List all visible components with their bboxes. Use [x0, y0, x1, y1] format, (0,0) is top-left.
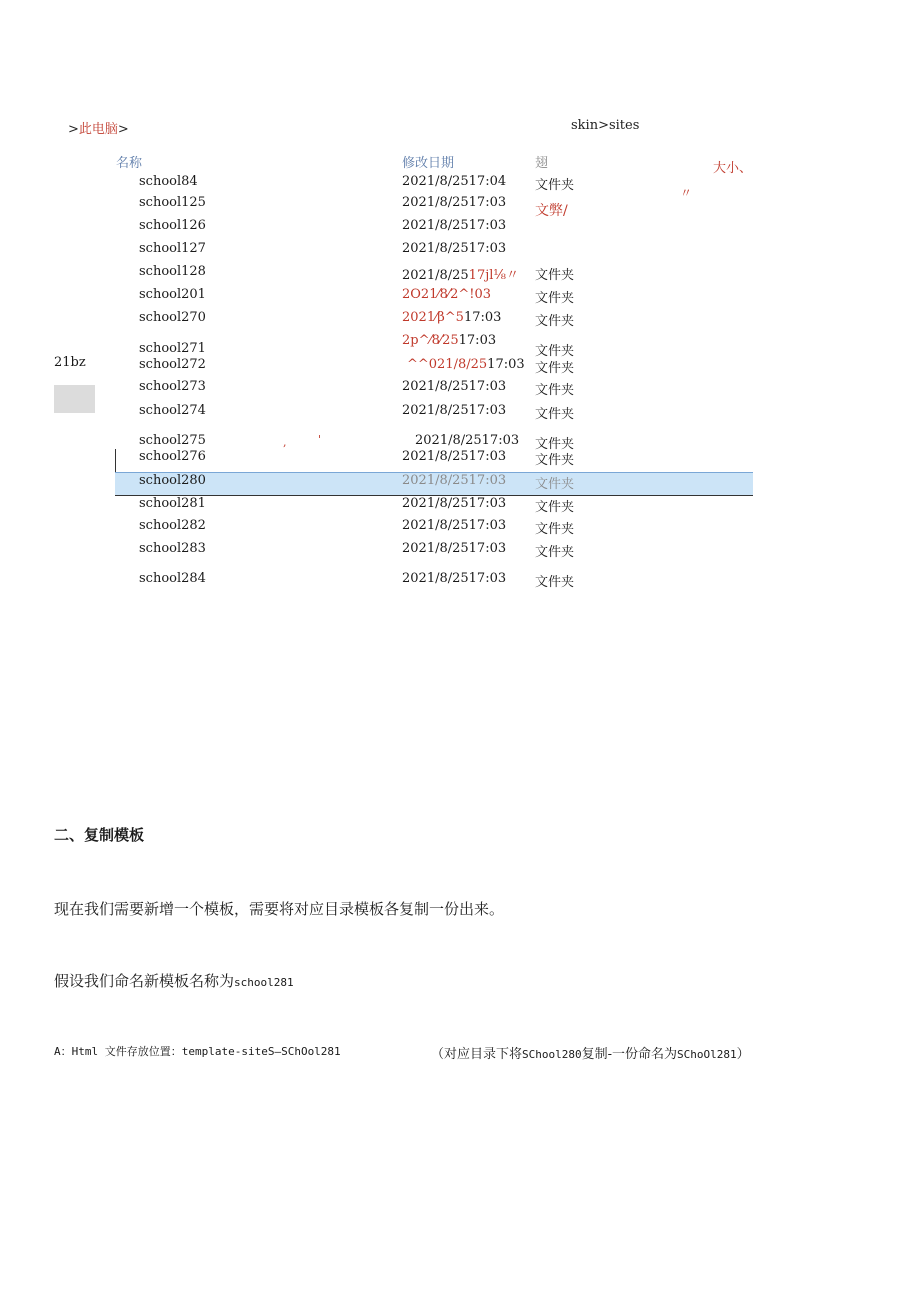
file-name: school282 — [139, 518, 206, 533]
file-row[interactable] — [0, 310, 920, 332]
file-date: 2O21⁄8⁄2^!03 — [402, 287, 492, 302]
file-type: 文件夹 — [535, 522, 575, 537]
paragraph-html-location — [54, 1043, 341, 1059]
file-type: 文件夹 — [535, 500, 575, 515]
file-date: 2021/8/2517:03 — [402, 449, 507, 464]
file-row[interactable] — [0, 287, 920, 309]
file-row[interactable] — [0, 333, 920, 359]
file-type: 文件夹 — [535, 575, 575, 590]
section-heading: 二、复制模板 — [54, 826, 145, 844]
file-type: 文件夹 — [535, 178, 575, 193]
paragraph-note: （对应目录下将SChool280复制-一份命名为SChoOl281） — [431, 1047, 750, 1062]
file-type: 文件夹 — [535, 344, 575, 359]
file-name: school270 — [139, 310, 206, 325]
breadcrumb-separator: > — [117, 122, 129, 137]
file-date: 2021/8/2517:03 — [402, 218, 507, 233]
file-name: school271 — [139, 341, 206, 356]
file-name: school283 — [139, 541, 206, 556]
file-name: school273 — [139, 379, 206, 394]
breadcrumb-this-pc[interactable]: 此电脑 — [78, 122, 118, 137]
file-type: 文件夹 — [535, 407, 575, 422]
side-label: 21bz — [54, 355, 86, 370]
file-row[interactable] — [0, 571, 920, 593]
file-date: ^^021/8/2517:03 — [407, 357, 525, 372]
file-name: school126 — [139, 218, 206, 233]
code-location: A：Html 文件存放位置：template-siteS—SChOol281 — [54, 1045, 341, 1058]
file-row[interactable] — [0, 174, 920, 196]
column-header-size[interactable]: 大小、 — [713, 161, 753, 176]
file-name: school281 — [139, 496, 206, 511]
inline-code: school281 — [234, 976, 294, 989]
file-type: 文件夹 — [535, 453, 575, 468]
file-name: school280 — [139, 473, 206, 488]
file-date: 2021/8/2517:03 — [402, 473, 507, 488]
file-name: school275 — [139, 433, 206, 448]
file-row[interactable] — [0, 357, 920, 379]
scribble-mark: 〃 — [680, 186, 693, 200]
file-type: 文件夹 — [535, 314, 575, 329]
column-header-type[interactable]: 翅 — [535, 156, 549, 171]
file-type: 文件夹 — [535, 361, 575, 376]
file-date: 2021/8/2517:03 — [402, 379, 507, 394]
file-name: school274 — [139, 403, 206, 418]
column-header-modified[interactable]: 修改日期 — [402, 156, 455, 171]
file-name: school125 — [139, 195, 206, 210]
file-name: school284 — [139, 571, 206, 586]
file-date: 2021/8/2517:03 — [402, 195, 507, 210]
file-row[interactable] — [0, 496, 920, 518]
paragraph-intro: 现在我们需要新增一个模板，需要将对应目录模板各复制一份出来。 — [54, 900, 505, 918]
file-type: 文件夹 — [535, 268, 575, 283]
file-date: 2021/8/2517:03 — [402, 541, 507, 556]
file-date: 2021/8/2517:04 — [402, 174, 507, 189]
paragraph-name: 假设我们命名新模板名称为school281 — [54, 972, 294, 990]
column-header-name[interactable]: 名称 — [116, 156, 143, 171]
file-date: 2p^⁄8⁄2517:03 — [402, 333, 497, 348]
file-name: school201 — [139, 287, 206, 302]
breadcrumb-separator: > — [68, 122, 79, 137]
file-date: 2021/8/2517:03 — [402, 496, 507, 511]
file-name: school276 — [139, 449, 206, 464]
file-row[interactable] — [0, 218, 920, 240]
file-row[interactable] — [0, 403, 920, 425]
scribble-mark: ' — [318, 433, 322, 446]
file-date: 2021/8/2517:03 — [415, 433, 520, 448]
file-name: school272 — [139, 357, 206, 372]
file-row[interactable] — [0, 541, 920, 563]
file-type: 文件夹 — [535, 477, 575, 492]
file-type: 文件夹 — [535, 545, 575, 560]
scribble-mark: , — [283, 436, 287, 449]
file-type-scribble: 文弊/ — [535, 203, 568, 219]
file-row[interactable] — [0, 518, 920, 540]
file-name: school128 — [139, 264, 206, 279]
file-row[interactable] — [0, 264, 920, 286]
file-type: 文件夹 — [535, 437, 575, 452]
file-row[interactable] — [0, 449, 920, 471]
file-date: 2021/8/2517:03 — [402, 241, 507, 256]
file-row[interactable] — [0, 241, 920, 263]
file-name: school84 — [139, 174, 198, 189]
file-date: 2021⁄β^517:03 — [402, 310, 502, 325]
file-date: 2021/8/2517:03 — [402, 518, 507, 533]
folder-path[interactable]: skin>sites — [571, 118, 640, 133]
breadcrumb — [68, 118, 129, 137]
file-row[interactable] — [0, 379, 920, 401]
file-row[interactable] — [0, 195, 920, 217]
file-date: 2021/8/2517:03 — [402, 571, 507, 586]
file-row-selected[interactable] — [0, 473, 920, 495]
file-type: 文件夹 — [535, 291, 575, 306]
file-name: school127 — [139, 241, 206, 256]
file-date: 2021/8/2517:03 — [402, 403, 507, 418]
file-date: 2021/8/2517jl⅛〃 — [402, 268, 520, 283]
file-type: 文件夹 — [535, 383, 575, 398]
